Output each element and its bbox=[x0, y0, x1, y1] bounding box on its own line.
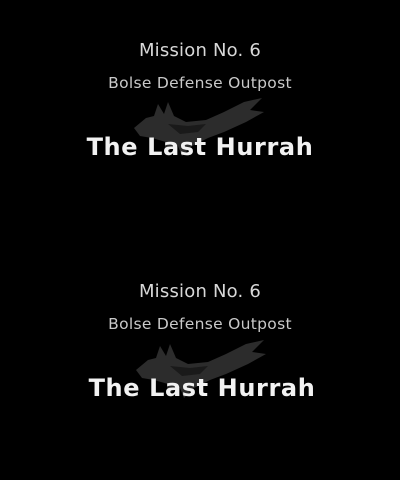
mission-location-label: Bolse Defense Outpost bbox=[108, 315, 292, 333]
mission-title: The Last Hurrah bbox=[86, 133, 314, 161]
mission-number-label: Mission No. 6 bbox=[138, 40, 262, 61]
mission-number-label: Mission No. 6 bbox=[138, 281, 262, 302]
mission-title: The Last Hurrah bbox=[88, 374, 316, 402]
bottom-screen bbox=[0, 240, 400, 480]
mission-location-label: Bolse Defense Outpost bbox=[108, 74, 292, 92]
